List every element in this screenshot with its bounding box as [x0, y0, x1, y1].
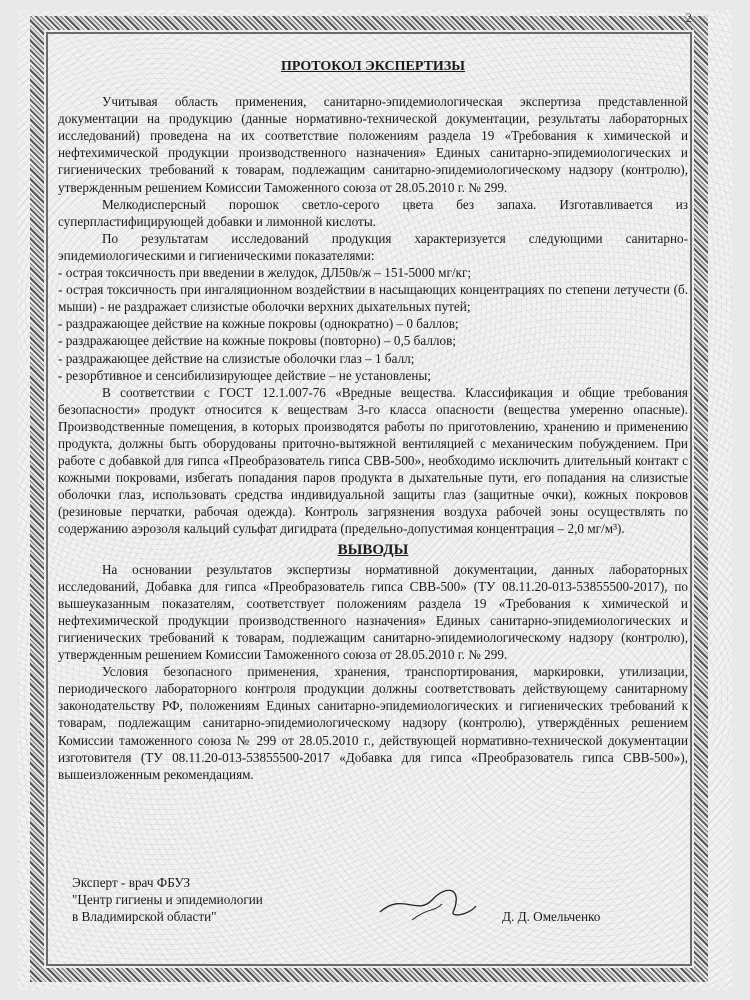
- paragraph-results-intro: По результатам исследований продукция характеризуется следующими санитарно-эпидемиологическими и гигиеническими показателями:: [58, 230, 688, 263]
- signature-line-1: Эксперт - врач ФБУЗ: [72, 875, 191, 890]
- paragraph-conclusion-1: На основании результатов экспертизы нормативной документации, данных лабораторных исследований, Добавка для гипса «Преобразователь гипса СВВ-500» (ТУ 08.11.20-013-53855500-2017), по вышеуказанным показателям, соответствует положениям раздела 19 «Требования к химической и нефтехимической продукции производственного назначения» Единых санитарно-эпидемиологических и гигиенических требований к товарам, подлежащим санитарно-эпидемиологическому надзору (контролю), утвержденным решением Комиссии Таможенного союза от 28.05.2010 г. № 299.: [58, 561, 688, 663]
- paragraph-hazard-class: В соответствии с ГОСТ 12.1.007-76 «Вредные вещества. Классификация и общие требования безопасности» продукт относится к веществам 3-го класса опасности (вещества умеренно опасные). Производственные помещения, в которых производятся работы по приготовлению, хранению и применению продукта, должны быть оборудованы приточно-вытяжной вентиляцией с механическим побуждением. При работе с добавкой для гипса «Преобразователь гипса СВВ-500», необходимо исключить длительный контакт с кожными покровами, избегать попадания паров продукта в дыхательные пути, его попадания на слизистые оболочки глаз, использовать средства индивидуальной защиты глаз (защитные очки), кожных покровов (резиновые перчатки, рабочая одежда). Контроль загрязнения воздуха рабочей зоны осуществлять по содержанию аэрозоля кальций сульфат дигидрата (предельно-допустимая концентрация – 2,0 мг/м³).: [58, 384, 688, 537]
- page-title: ПРОТОКОЛ ЭКСПЕРТИЗЫ: [281, 59, 465, 74]
- handwritten-signature: [372, 882, 482, 922]
- page-number: 2: [685, 10, 692, 25]
- signatory-name: Д. Д. Омельченко: [502, 909, 601, 924]
- document-body: [58, 58, 688, 783]
- signature-line-2: "Центр гигиены и эпидемиологии: [72, 892, 263, 907]
- list-item: - раздражающее действие на кожные покровы (повторно) – 0,5 баллов;: [58, 333, 456, 349]
- list-item: - раздражающее действие на слизистые оболочки глаз – 1 балл;: [58, 350, 415, 366]
- paragraph-conclusion-2: Условия безопасного применения, хранения, транспортирования, маркировки, утилизации, периодического лабораторного контроля продукции должны соответствовать действующему санитарному законодательству РФ, положениям Единых санитарно-эпидемиологических и гигиенических требований к товарам, подлежащим санитарно-эпидемиологическому надзору (контролю), утверждённых решением Комиссии таможенного союза № 299 от 28.05.2010 г., действующей нормативно-технической документации изготовителя (ТУ 08.11.20-013-53855500-2017 «Добавка для гипса «Преобразователь гипса СВВ-500»), вышеизложенным рекомендациям.: [58, 664, 688, 782]
- list-item: - раздражающее действие на кожные покровы (однократно) – 0 баллов;: [58, 316, 459, 332]
- signature-position: [72, 874, 263, 925]
- signature-line-3: в Владимирской области": [72, 909, 217, 924]
- list-item: - острая токсичность при ингаляционном воздействии в насыщающих концентрациях по степени летучести (б. мыши) - не раздражает слизистые оболочки верхних дыхательных путей;: [58, 282, 688, 315]
- signature-block: [72, 874, 692, 944]
- indicators-list: [58, 264, 688, 384]
- list-item: - резорбтивное и сенсибилизирующее действие – не установлены;: [58, 367, 431, 383]
- paragraph-scope: Учитывая область применения, санитарно-эпидемиологическая экспертиза представленной документации на продукцию (данные нормативно-технической документации, результаты лабораторных исследований) проведена на их соответствие положениям раздела 19 «Требования к химической и нефтехимической продукции производственного назначения» Единых санитарно-эпидемиологических и гигиенических требований к товарам, подлежащим санитарно-эпидемиологическому надзору (контролю), утвержденным решением Комиссии Таможенного союза от 28.05.2010 г. № 299.: [58, 94, 688, 195]
- list-item: - острая токсичность при введении в желудок, ДЛ50в/ж – 151-5000 мг/кг;: [58, 265, 472, 281]
- conclusions-title: ВЫВОДЫ: [337, 541, 409, 558]
- paragraph-description: Мелкодисперсный порошок светло-серого цвета без запаха. Изготавливается из суперпластифицирующей добавки и лимонной кислоты.: [58, 196, 688, 229]
